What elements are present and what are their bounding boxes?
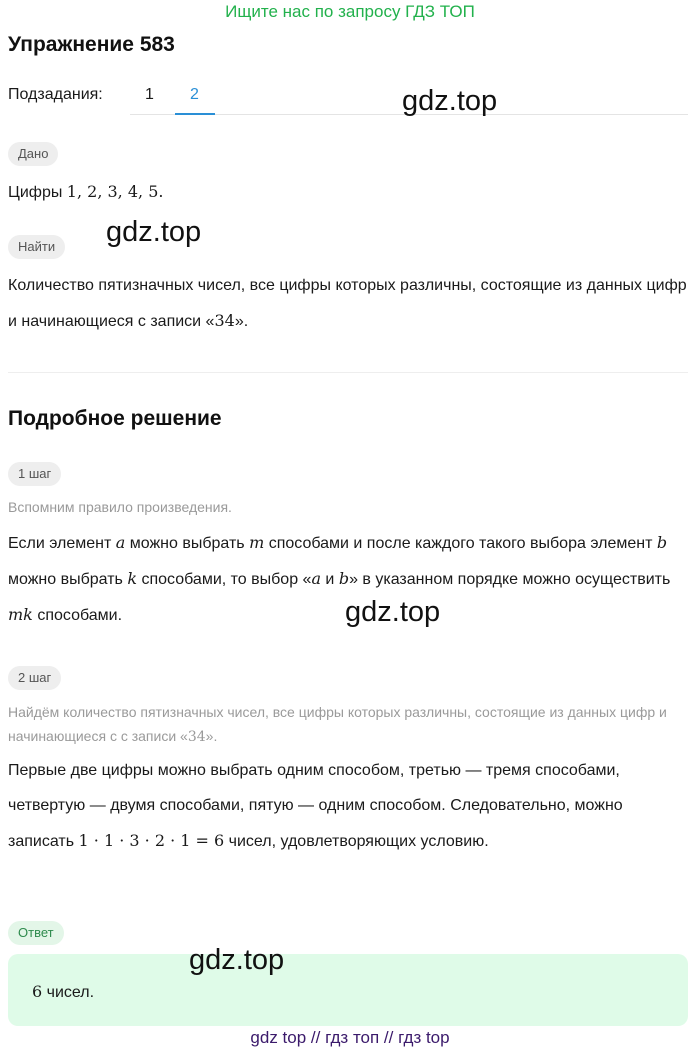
given-badge: Дано bbox=[8, 142, 58, 166]
step1-badge: 1 шаг bbox=[8, 462, 61, 486]
watermark: gdz.top bbox=[106, 216, 202, 248]
given-text: Цифры 1, 2, 3, 4, 5. bbox=[8, 182, 164, 201]
active-tab-indicator bbox=[175, 113, 215, 115]
step2-badge: 2 шаг bbox=[8, 666, 61, 690]
subtask-tab-2[interactable]: 2 bbox=[190, 86, 199, 103]
solution-title: Подробное решение bbox=[8, 407, 222, 430]
step2-hint: Найдём количество пятизначных чисел, все цифры которых различны, состоящие из данных цифр и начинающиеся с с записи «34». bbox=[8, 704, 667, 745]
section-divider bbox=[8, 372, 688, 373]
watermark: gdz.top bbox=[189, 944, 285, 976]
watermark: gdz.top bbox=[402, 85, 498, 117]
step2-text: Первые две цифры можно выбрать одним способом, третью — тремя способами, четвертую — двумя способами, пятую — одним способом. Следовательно, можно записать 1 · 1 · 3 · 2 · 1 = 6 чисел, удовлетворяющих условию. bbox=[8, 762, 623, 850]
top-banner: Ищите нас по запросу ГДЗ ТОП bbox=[225, 2, 475, 21]
answer-badge: Ответ bbox=[8, 921, 64, 945]
watermark: gdz.top bbox=[345, 596, 441, 628]
subtask-tab-1[interactable]: 1 bbox=[145, 86, 154, 103]
page-title: Упражнение 583 bbox=[8, 33, 175, 56]
footer-links: gdz top // гдз топ // гдз top bbox=[250, 1028, 450, 1047]
step1-hint: Вспомним правило произведения. bbox=[8, 499, 232, 515]
answer-box bbox=[8, 954, 688, 1026]
step1-text: Если элемент a можно выбрать m способами и после каждого такого выбора элемент b можно выбрать k способами, то выбор «a и b» в указанном порядке можно осуществить mk способами. bbox=[8, 533, 671, 624]
find-badge: Найти bbox=[8, 235, 65, 259]
find-text: Количество пятизначных чисел, все цифры которых различны, состоящие из данных цифр и начинающиеся с записи «34». bbox=[8, 277, 687, 330]
subtasks-label: Подзадания: bbox=[8, 86, 103, 103]
answer-text: 6 чисел. bbox=[32, 982, 95, 1001]
